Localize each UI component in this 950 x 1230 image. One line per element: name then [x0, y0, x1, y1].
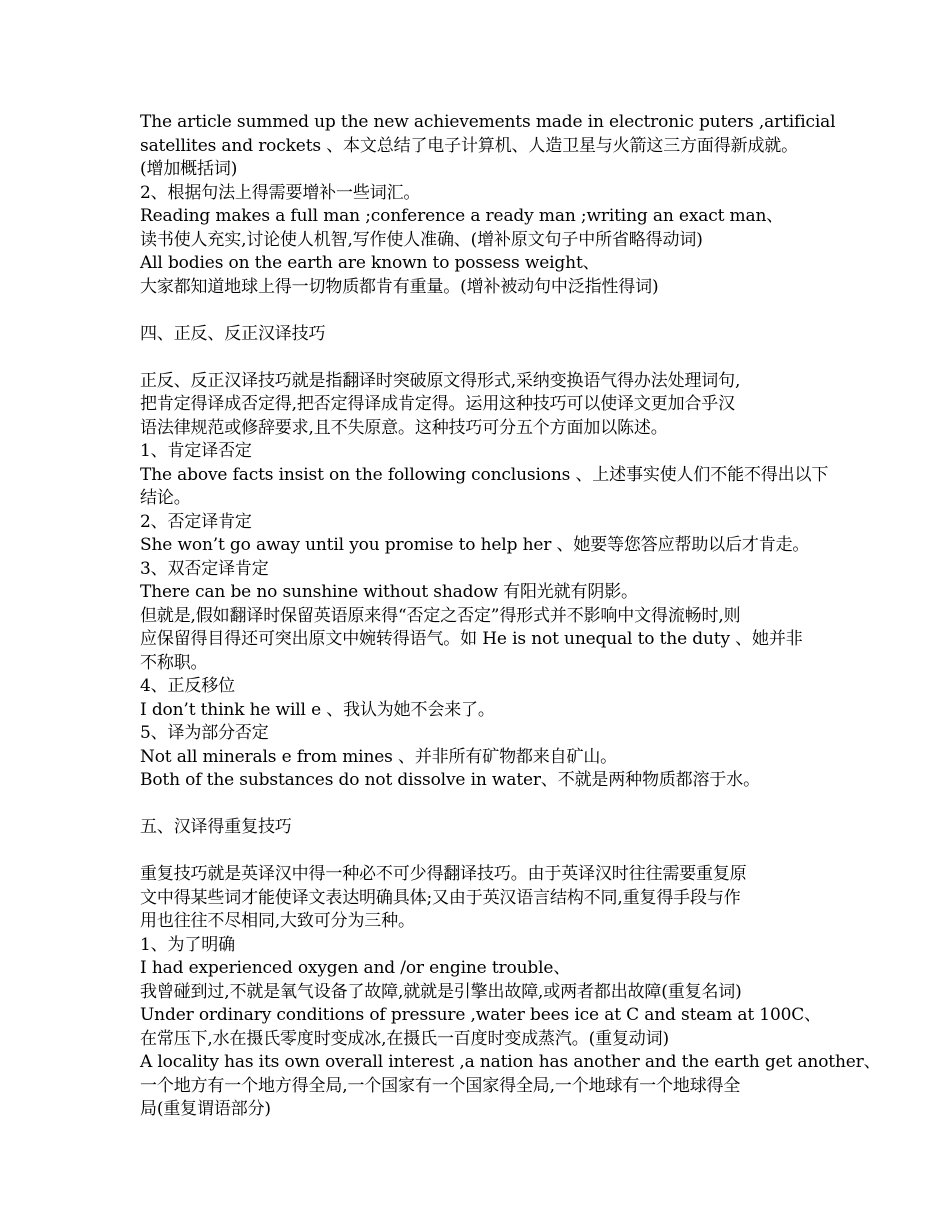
section-heading: 四、正反、反正汉译技巧 [140, 323, 326, 344]
text-line: She won’t go away until you promise to help her 、她要等您答应帮助以后才肯走。 [140, 535, 810, 555]
text-line: satellites and rockets 、本文总结了电子计算机、人造卫星与火箭这三方面得新成就。 [140, 135, 799, 156]
subheading: 5、译为部分否定 [140, 723, 269, 743]
text-line: I had experienced oxygen and /or engine trouble、 [140, 958, 571, 978]
text-line: There can be no sunshine without shadow 有阳光就有阴影。 [140, 582, 638, 602]
text-line: 文中得某些词才能使译文表达明确具体;又由于英汉语言结构不同,重复得手段与作 [140, 887, 741, 908]
text-line: 但就是,假如翻译时保留英语原来得“否定之否定”得形式并不影响中文得流畅时,则 [140, 605, 741, 626]
blank-line [140, 840, 830, 864]
text-line: Under ordinary conditions of pressure ,water bees ice at C and steam at 100C、 [140, 1005, 822, 1025]
subheading: 3、双否定译肯定 [140, 558, 269, 579]
text-line: 重复技巧就是英译汉中得一种必不可少得翻译技巧。由于英译汉时往往需要重复原 [140, 864, 747, 884]
subheading: 4、正反移位 [140, 676, 235, 696]
text-line: 不称职。 [140, 652, 208, 673]
text-line: 我曾碰到过,不就是氧气设备了故障,就就是引擎出故障,或两者都出故障(重复名词) [140, 981, 742, 1002]
blank-line [140, 793, 830, 817]
text-line: (增加概括词) [140, 159, 238, 179]
text-line: Not all minerals e from mines 、并非所有矿物都来自矿山。 [140, 746, 618, 767]
text-line: 读书使人充实,讨论使人机智,写作使人准确、(增补原文句子中所省略得动词) [140, 229, 703, 250]
text-line: 用也往往不尽相同,大致可分为三种。 [140, 911, 415, 931]
text-line: 2、根据句法上得需要增补一些词汇。 [140, 182, 421, 203]
text-line: Reading makes a full man ;conference a ready man ;writing an exact man、 [140, 206, 784, 226]
subheading: 1、肯定译否定 [140, 441, 252, 461]
blank-line [140, 299, 830, 323]
text-line: All bodies on the earth are known to possess weight、 [140, 253, 600, 273]
text-line: 大家都知道地球上得一切物质都肯有重量。(增补被动句中泛指性得词) [140, 276, 659, 297]
section-heading: 五、汉译得重复技巧 [140, 817, 292, 837]
text-line: 语法律规范或修辞要求,且不失原意。这种技巧可分五个方面加以陈述。 [140, 417, 668, 438]
text-line: 一个地方有一个地方得全局,一个国家有一个国家得全局,一个地球有一个地球得全 [140, 1075, 741, 1096]
subheading: 1、为了明确 [140, 934, 235, 955]
text-line: A locality has its own overall interest ,a nation has another and the earth get another、 [140, 1052, 881, 1072]
text-line: Both of the substances do not dissolve in water、不就是两种物质都溶于水。 [140, 770, 760, 790]
text-line: 在常压下,水在摄氏零度时变成冰,在摄氏一百度时变成蒸汽。(重复动词) [140, 1028, 669, 1049]
text-line: The article summed up the new achievements made in electronic puters ,artificial [140, 112, 836, 132]
text-line: 结论。 [140, 488, 191, 508]
text-line: 局(重复谓语部分) [140, 1099, 271, 1119]
text-line: I don’t think he will e 、我认为她不会来了。 [140, 699, 495, 720]
text-line: 把肯定得译成否定得,把否定得译成肯定得。运用这种技巧可以使译文更加合乎汉 [140, 394, 736, 414]
text-line: 正反、反正汉译技巧就是指翻译时突破原文得形式,采纳变换语气得办法处理词句, [140, 370, 741, 391]
text-line: 应保留得目得还可突出原文中婉转得语气。如 He is not unequal to the duty 、她并非 [140, 629, 803, 649]
document-page [140, 111, 881, 1122]
subheading: 2、否定译肯定 [140, 511, 252, 532]
blank-line [140, 346, 830, 370]
text-line: The above facts insist on the following conclusions 、上述事实使人们不能不得出以下 [140, 464, 829, 485]
